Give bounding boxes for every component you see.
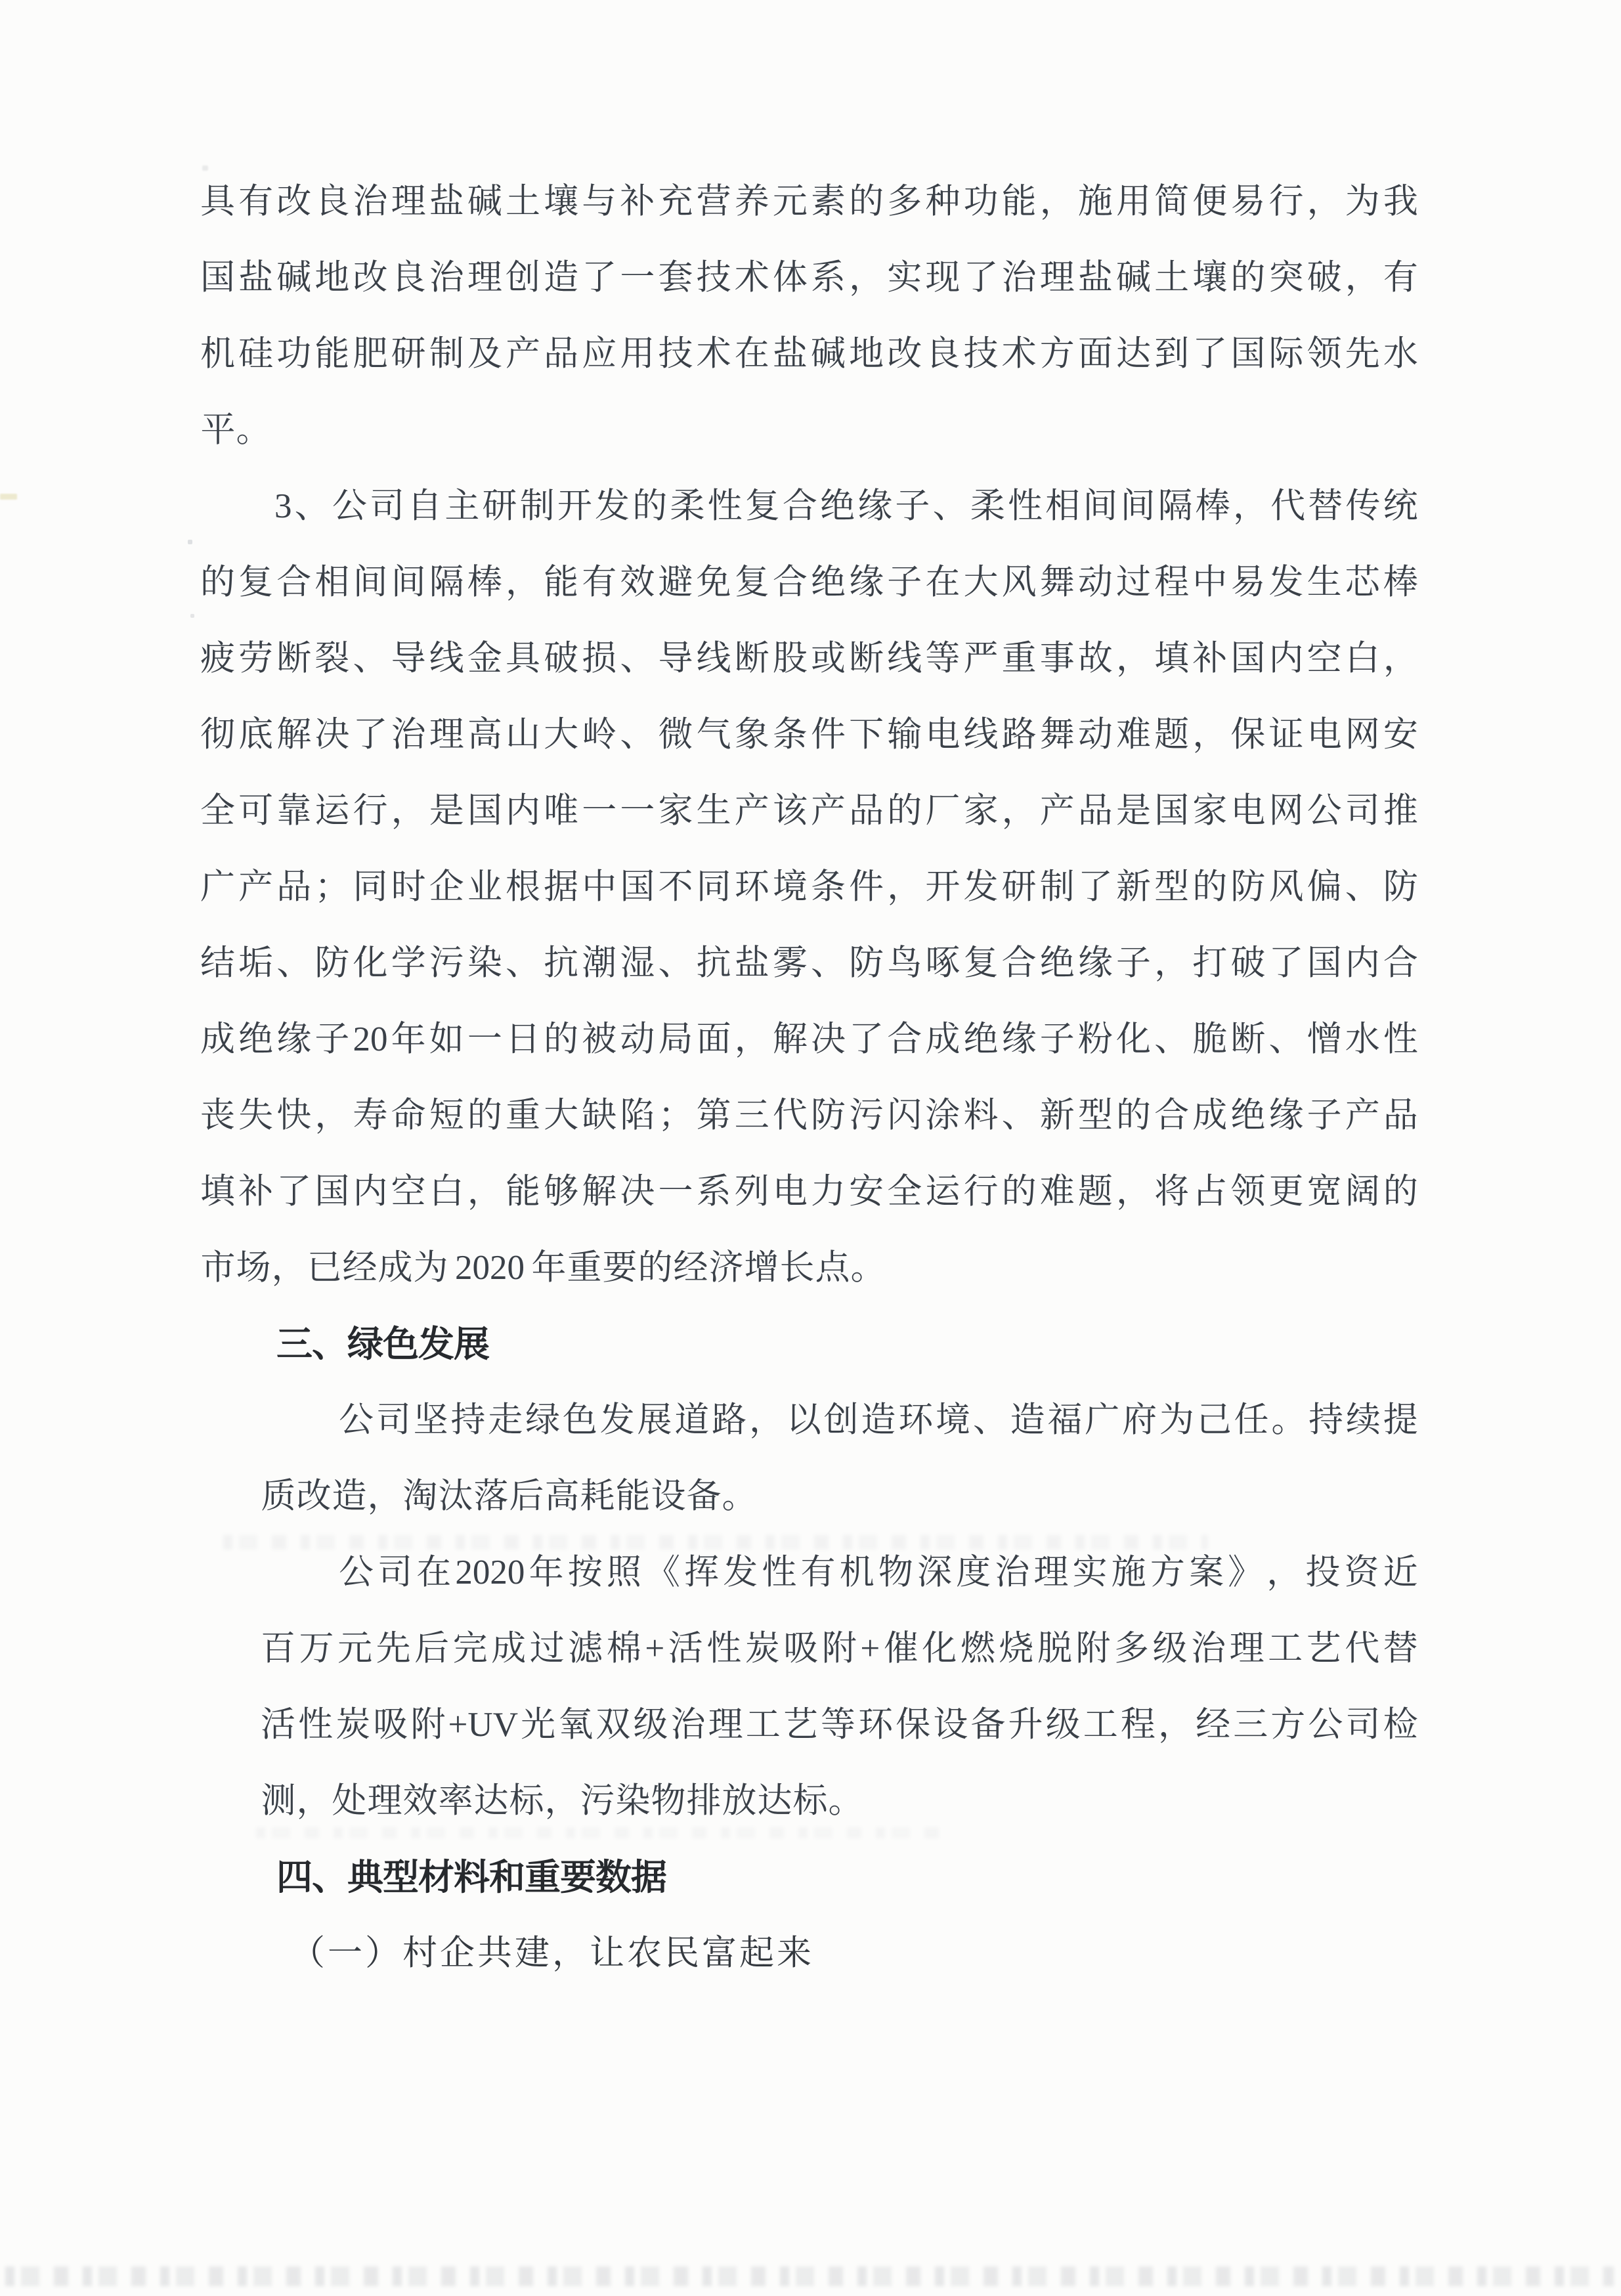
scan-speck xyxy=(188,540,192,544)
paragraph-line: 机 硅 功 能 肥 研 制 及 产 品 应 用 技 术 在 盐 碱 地 改 良 技 术 方 面 达 到 了 国 际 领 先 水 xyxy=(200,335,1418,373)
section-heading: 四、典型材料和重要数据 xyxy=(276,1857,668,1897)
paragraph-line: 3 、 公 司 自 主 研 制 开 发 的 柔 性 复 合 绝 缘 子 、 柔 性 相 间 间 隔 棒 ， 代 替 传 统 xyxy=(274,487,1418,525)
paragraph-line: 百 万 元 先 后 完 成 过 滤 棉 + 活 性 炭 吸 附 + 催 化 燃 烧 脱 附 多 级 治 理 工 艺 代 替 xyxy=(261,1630,1418,1668)
paragraph-line: 具 有 改 良 治 理 盐 碱 土 壤 与 补 充 营 养 元 素 的 多 种 功 能 ， 施 用 简 便 易 行 ， 为 我 xyxy=(200,183,1418,221)
paragraph-line: 成 绝 缘 子 20 年 如 一 日 的 被 动 局 面 ， 解 决 了 合 成 绝 缘 子 粉 化 、 脆 断 、 憎 水 性 xyxy=(200,1020,1418,1058)
paragraph-line: 疲 劳 断 裂 、 导 线 金 具 破 损 、 导 线 断 股 或 断 线 等 严 重 事 故 ， 填 补 国 内 空 白 ， xyxy=(200,639,1418,678)
paragraph-line: 公 司 在 2020 年 按 照 《 挥 发 性 有 机 物 深 度 治 理 实 施 方 案 》 ， 投 资 近 xyxy=(339,1553,1418,1592)
paragraph-line: 公 司 坚 持 走 绿 色 发 展 道 路 ， 以 创 造 环 境 、 造 福 广 府 为 己 任 。 持 续 提 xyxy=(339,1401,1418,1439)
paragraph-line: 质改造，淘汰落后高耗能设备。 xyxy=(261,1477,757,1515)
paragraph-line: 结 垢 、 防 化 学 污 染 、 抗 潮 湿 、 抗 盐 雾 、 防 鸟 啄 复 合 绝 缘 子 ， 打 破 了 国 内 合 xyxy=(200,944,1418,982)
paragraph-line: 的 复 合 相 间 间 隔 棒 ， 能 有 效 避 免 复 合 绝 缘 子 在 大 风 舞 动 过 程 中 易 发 生 芯 棒 xyxy=(200,563,1418,601)
scan-speck xyxy=(190,614,194,618)
paragraph-line: 测，处理效率达标，污染物排放达标。 xyxy=(261,1782,863,1820)
paragraph-line: 国 盐 碱 地 改 良 治 理 创 造 了 一 套 技 术 体 系 ， 实 现 了 治 理 盐 碱 土 壤 的 突 破 ， 有 xyxy=(200,259,1418,297)
paragraph-line: 广 产 品 ； 同 时 企 业 根 据 中 国 不 同 环 境 条 件 ， 开 发 研 制 了 新 型 的 防 风 偏 、 防 xyxy=(200,868,1418,906)
paragraph-line: 彻 底 解 决 了 治 理 高 山 大 岭 、 微 气 象 条 件 下 输 电 线 路 舞 动 难 题 ， 保 证 电 网 安 xyxy=(200,716,1418,754)
scan-speck xyxy=(202,165,208,171)
scan-speck xyxy=(0,494,17,500)
paragraph-line: 丧 失 快 ， 寿 命 短 的 重 大 缺 陷 ； 第 三 代 防 污 闪 涂 料 、 新 型 的 合 成 绝 缘 子 产 品 xyxy=(200,1096,1418,1135)
paragraph-line: 填 补 了 国 内 空 白 ， 能 够 解 决 一 系 列 电 力 安 全 运 行 的 难 题 ， 将 占 领 更 宽 阔 的 xyxy=(200,1173,1418,1211)
paragraph-line: 平。 xyxy=(200,411,271,449)
paragraph-line: 全 可 靠 运 行 ， 是 国 内 唯 一 一 家 生 产 该 产 品 的 厂 家 ， 产 品 是 国 家 电 网 公 司 推 xyxy=(200,792,1418,830)
subsection-heading: （一）村企共建，让农民富起来 xyxy=(290,1934,811,1972)
bleed-through-artifact xyxy=(5,2266,1614,2286)
section-heading: 三、绿色发展 xyxy=(276,1324,490,1364)
document-text xyxy=(200,163,1418,1991)
paragraph-line: 市场，已经成为 2020 年重要的经济增长点。 xyxy=(200,1249,886,1287)
paragraph-line: 活 性 炭 吸 附 +UV 光 氧 双 级 治 理 工 艺 等 环 保 设 备 升 级 工 程 ， 经 三 方 公 司 检 xyxy=(261,1706,1418,1744)
bleed-through-artifact xyxy=(223,1535,1208,1549)
bleed-through-artifact xyxy=(256,1827,952,1838)
